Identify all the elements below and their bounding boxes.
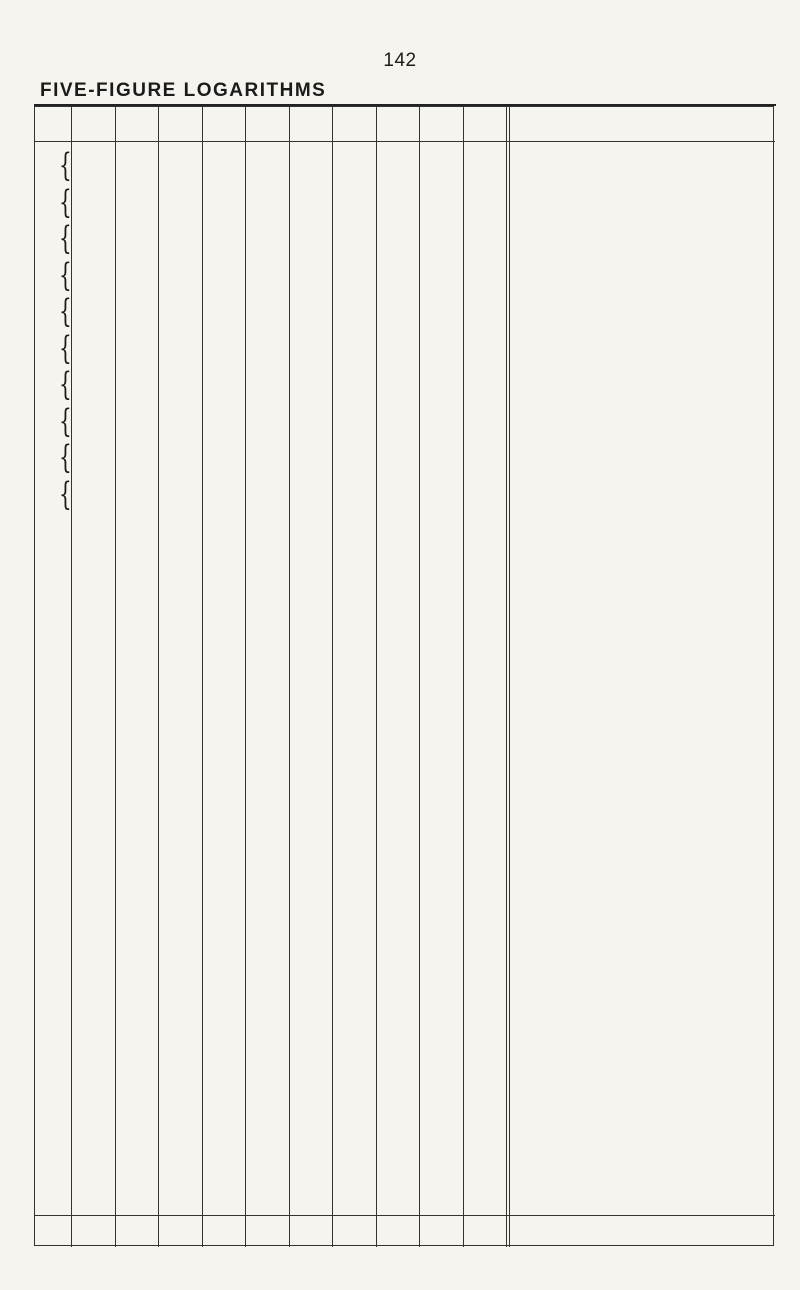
brace-glyph: {: [59, 255, 72, 294]
column-divider: [289, 107, 290, 1247]
column-divider: [419, 107, 420, 1247]
column-divider: [463, 107, 464, 1247]
main-diff-divider: [509, 107, 510, 1247]
brace-glyph: {: [59, 218, 72, 258]
brace-glyph: {: [59, 437, 72, 477]
column-divider: [332, 107, 333, 1247]
column-divider: [202, 107, 203, 1247]
header-rule: [35, 141, 775, 142]
column-divider: [376, 107, 377, 1247]
page-title: FIVE-FIGURE LOGARITHMS: [40, 80, 327, 101]
column-divider: [115, 107, 116, 1247]
main-diff-divider: [506, 107, 507, 1247]
brace-glyph: {: [59, 328, 72, 367]
brace-glyph: {: [59, 182, 72, 221]
page-number: 142: [383, 50, 417, 71]
footer-rule: [35, 1215, 775, 1216]
column-divider: [158, 107, 159, 1247]
brace-glyph: {: [59, 145, 72, 185]
column-divider: [245, 107, 246, 1247]
logarithm-table: [34, 106, 774, 1246]
brace-glyph: {: [59, 291, 72, 331]
brace-glyph: {: [59, 364, 72, 404]
brace-glyph: {: [59, 474, 72, 513]
brace-glyph: {: [59, 401, 72, 440]
